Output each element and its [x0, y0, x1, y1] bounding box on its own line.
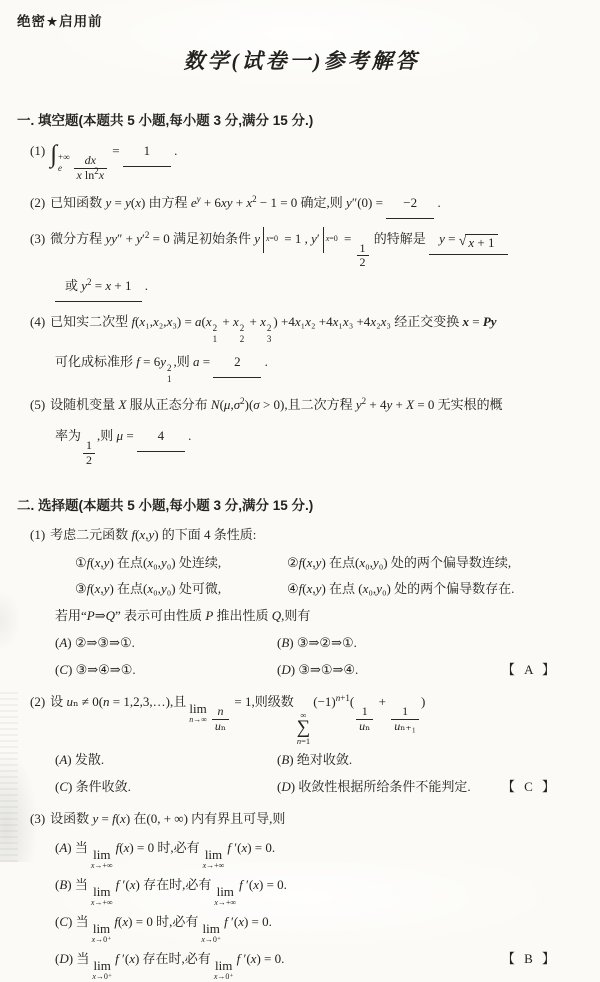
option-row [17, 656, 586, 683]
fill-questions [17, 135, 586, 468]
option: (C) 条件收敛. [55, 778, 131, 794]
question-line: (5) 设随机变量 X 服从正态分布 $N(\mu,\sigma^2)(\sigma > 0)$,且二次方程 $y^2 + 4y + X = 0$ 无实根的概 [30, 396, 503, 413]
question-number: (4) [30, 314, 46, 330]
property-item: ③f(x,y) 在点(x₀,y₀) 处可微, [75, 580, 222, 596]
question-number: (2) [30, 194, 46, 210]
question-row [17, 187, 586, 219]
option: (B) 绝对收敛. [277, 751, 353, 767]
option: (C) 当 lim x→0⁺ f(x) = 0 时,必有 lim x→0⁺ f ′(x) = 0. [55, 914, 272, 945]
option: (A) 当 lim x→+∞ f(x) = 0 时,必有 lim x→+∞ f ′(x) = 0. [55, 839, 276, 871]
question-number: (3) [30, 810, 46, 826]
option-row [17, 629, 586, 656]
answer-badge: 【 B 】 [501, 951, 558, 967]
section-1-heading: 一. 填空题(本题共 5 小题,每小题 3 分,满分 15 分.) [17, 113, 314, 128]
property-item: ④f(x,y) 在点 (x₀,y₀) 处的两个偏导数存在. [287, 580, 515, 596]
option: (B) 当 lim x→+∞ f ′(x) 存在时,必有 lim x→+∞ f ′(x) = 0. [55, 876, 287, 908]
choice-questions [17, 520, 586, 982]
property-item: ①f(x,y) 在点(x₀,y₀) 处连续, [75, 554, 222, 570]
option-row [17, 834, 586, 871]
option: (A) 发散. [55, 751, 105, 767]
question-line: (3) 微分方程 $yy'' + y'^2 = 0$ 满足初始条件 y x=0 = 1 , y′ x=0 = $\frac{1}{2}$ 的特解是 y = √ x + 1 [17, 223, 586, 271]
question-stem: (2) 设 uₙ ≠ 0(n = 1,2,3,…),且 lim n→∞ $\frac{n}{\text{uₙ}}$ = 1,则级数 ∞ ∑ n=1 $(-1)^{n+1}$( $\frac{1}{\text{uₙ}}$ + $\frac{1}{\text{uₙ₊₁}}$ ) [30, 692, 426, 747]
question-number: (1) [30, 526, 46, 542]
question-line: (1) ∫ +∞ e $\frac{dx}{x \ln^2x}$ = 1 . [17, 135, 586, 183]
question-row [17, 306, 586, 385]
section-2-heading: 二. 选择题(本题共 5 小题,每小题 3 分,满分 15 分.) [17, 497, 314, 513]
property-row [17, 550, 586, 576]
question-number: (5) [30, 397, 46, 413]
option: (D) 当 lim x→0⁺ f ′(x) 存在时,必有 lim x→0⁺ f ′(x) = 0. [55, 951, 285, 982]
question-line: (2) 已知函数 y = y(x) 由方程 $e^y + 6xy + x^2 - 1 = 0$ 确定,则 y″(0) = −2 . [17, 187, 586, 219]
option: (D) 收敛性根据所给条件不能判定. [277, 778, 471, 794]
question-stem: (1) 考虑二元函数 f(x,y) 的下面 4 条性质: [30, 526, 257, 542]
option-row [17, 773, 586, 800]
question-line: 率为 $\frac{1}{2}$ ,则 μ = 4 . [17, 420, 586, 468]
option-row [17, 871, 586, 908]
answer-badge: 【 A 】 [501, 661, 558, 677]
question-stem: (3) 设函数 y = f(x) 在(0, + ∞) 内有界且可导,则 [30, 810, 286, 826]
property-item: ②f(x,y) 在点(x₀,y₀) 处的两个偏导数连续, [287, 554, 512, 570]
question-row [17, 389, 586, 468]
option-row [17, 746, 586, 773]
question-row [17, 804, 586, 982]
question-number: (1) [30, 143, 46, 158]
answer-badge: 【 C 】 [501, 778, 558, 794]
question-line: 或 $y^2 = x + 1$ . [17, 270, 586, 302]
question-row [17, 223, 586, 303]
classification-label: 绝密★启用前 [17, 14, 103, 29]
option-row [17, 908, 586, 945]
question-line: (4) 已知实二次型 f(x₁,x₂,x₃) = a(x 2 1 + x 2 2 + x 2 3 ) +4x₁x₂ +4x₁x₃ +4x₂x₃ 经正交变换 x = Py [30, 314, 497, 345]
question-line: 可化成标准形 f = 6y 2 1 ,则 a = 2 . [17, 346, 586, 386]
property-row [17, 576, 586, 602]
question-number: (3) [30, 230, 46, 246]
page-title: 数学(试卷一)参考解答 [183, 49, 420, 73]
option: (D) ③⇒①⇒④. [277, 661, 359, 677]
question-row [17, 135, 586, 183]
option: (B) ③⇒②⇒①. [277, 634, 357, 650]
option: (A) ②⇒③⇒①. [55, 634, 135, 650]
question-note: 若用“P⇒Q” 表示可由性质 P 推出性质 Q,则有 [55, 607, 311, 623]
option-row [17, 945, 586, 982]
option: (C) ③⇒④⇒①. [55, 661, 136, 677]
question-row [17, 520, 586, 683]
question-number: (2) [30, 693, 46, 709]
question-row [17, 687, 586, 800]
